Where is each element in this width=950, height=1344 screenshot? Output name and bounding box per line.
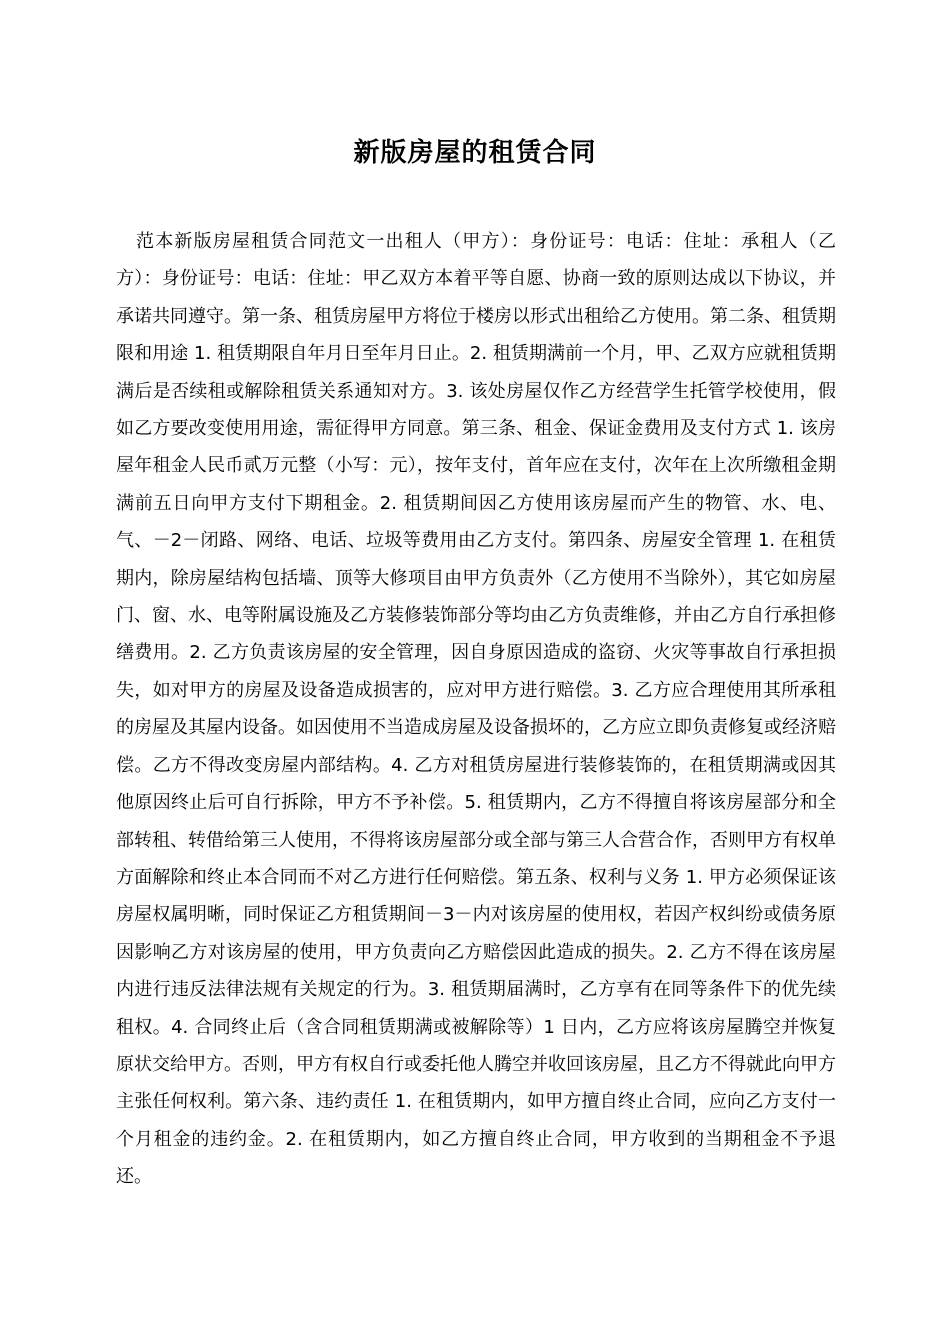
document-title: 新版房屋的租赁合同: [353, 138, 597, 168]
document-body-paragraph: 范本新版房屋租赁合同范文一出租人（甲方）：身份证号：电话：住址：承租人（乙方）：身份证号：电话：住址：甲乙双方本着平等自愿、协商一致的原则达成以下协议，并承诺共同遵守。第一条、租赁房屋甲方将位于楼房以形式出租给乙方使用。第二条、租赁期限和用途 1. 租赁期限自年月日至年月日止。2. 租赁期满前一个月，甲、乙双方应就租赁期满后是否续租或解除租赁关系通知对方。3. 该处房屋仅作乙方经营学生托管学校使用，假如乙方要改变使用用途，需征得甲方同意。第三条、租金、保证金费用及支付方式 1. 该房屋年租金人民币贰万元整（小写：元），按年支付，首年应在支付，次年在上次所缴租金期满前五日向甲方支付下期租金。2. 租赁期间因乙方使用该房屋而产生的物管、水、电、气、－2－闭路、网络、电话、垃圾等费用由乙方支付。第四条、房屋安全管理 1. 在租赁期内，除房屋结构包括墙、顶等大修项目由甲方负责外（乙方使用不当除外），其它如房屋门、窗、水、电等附属设施及乙方装修装饰部分等均由乙方负责维修，并由乙方自行承担修缮费用。2. 乙方负责该房屋的安全管理，因自身原因造成的盗窃、火灾等事故自行承担损失，如对甲方的房屋及设备造成损害的，应对甲方进行赔偿。3. 乙方应合理使用其所承租的房屋及其屋内设备。如因使用不当造成房屋及设备损坏的，乙方应立即负责修复或经济赔偿。乙方不得改变房屋内部结构。4. 乙方对租赁房屋进行装修装饰的，在租赁期满或因其他原因终止后可自行拆除，甲方不予补偿。5. 租赁期内，乙方不得擅自将该房屋部分和全部转租、转借给第三人使用，不得将该房屋部分或全部与第三人合营合作，否则甲方有权单方面解除和终止本合同而不对乙方进行任何赔偿。第五条、权利与义务 1. 甲方必须保证该房屋权属明晰，同时保证乙方租赁期间－3－内对该房屋的使用权，若因产权纠纷或债务原因影响乙方对该房屋的使用，甲方负责向乙方赔偿因此造成的损失。2. 乙方不得在该房屋内进行违反法律法规有关规定的行为。3. 租赁期届满时，乙方享有在同等条件下的优先续租权。4. 合同终止后（含合同租赁期满或被解除等）1 日内，乙方应将该房屋腾空并恢复原状交给甲方。否则，甲方有权自行或委托他人腾空并收回该房屋，且乙方不得就此向甲方主张任何权利。第六条、违约责任 1. 在租赁期内，如甲方擅自终止合同，应向乙方支付一个月租金的违约金。2. 在租赁期内，如乙方擅自终止合同，甲方收到的当期租金不予退还。: [116, 231, 836, 1188]
